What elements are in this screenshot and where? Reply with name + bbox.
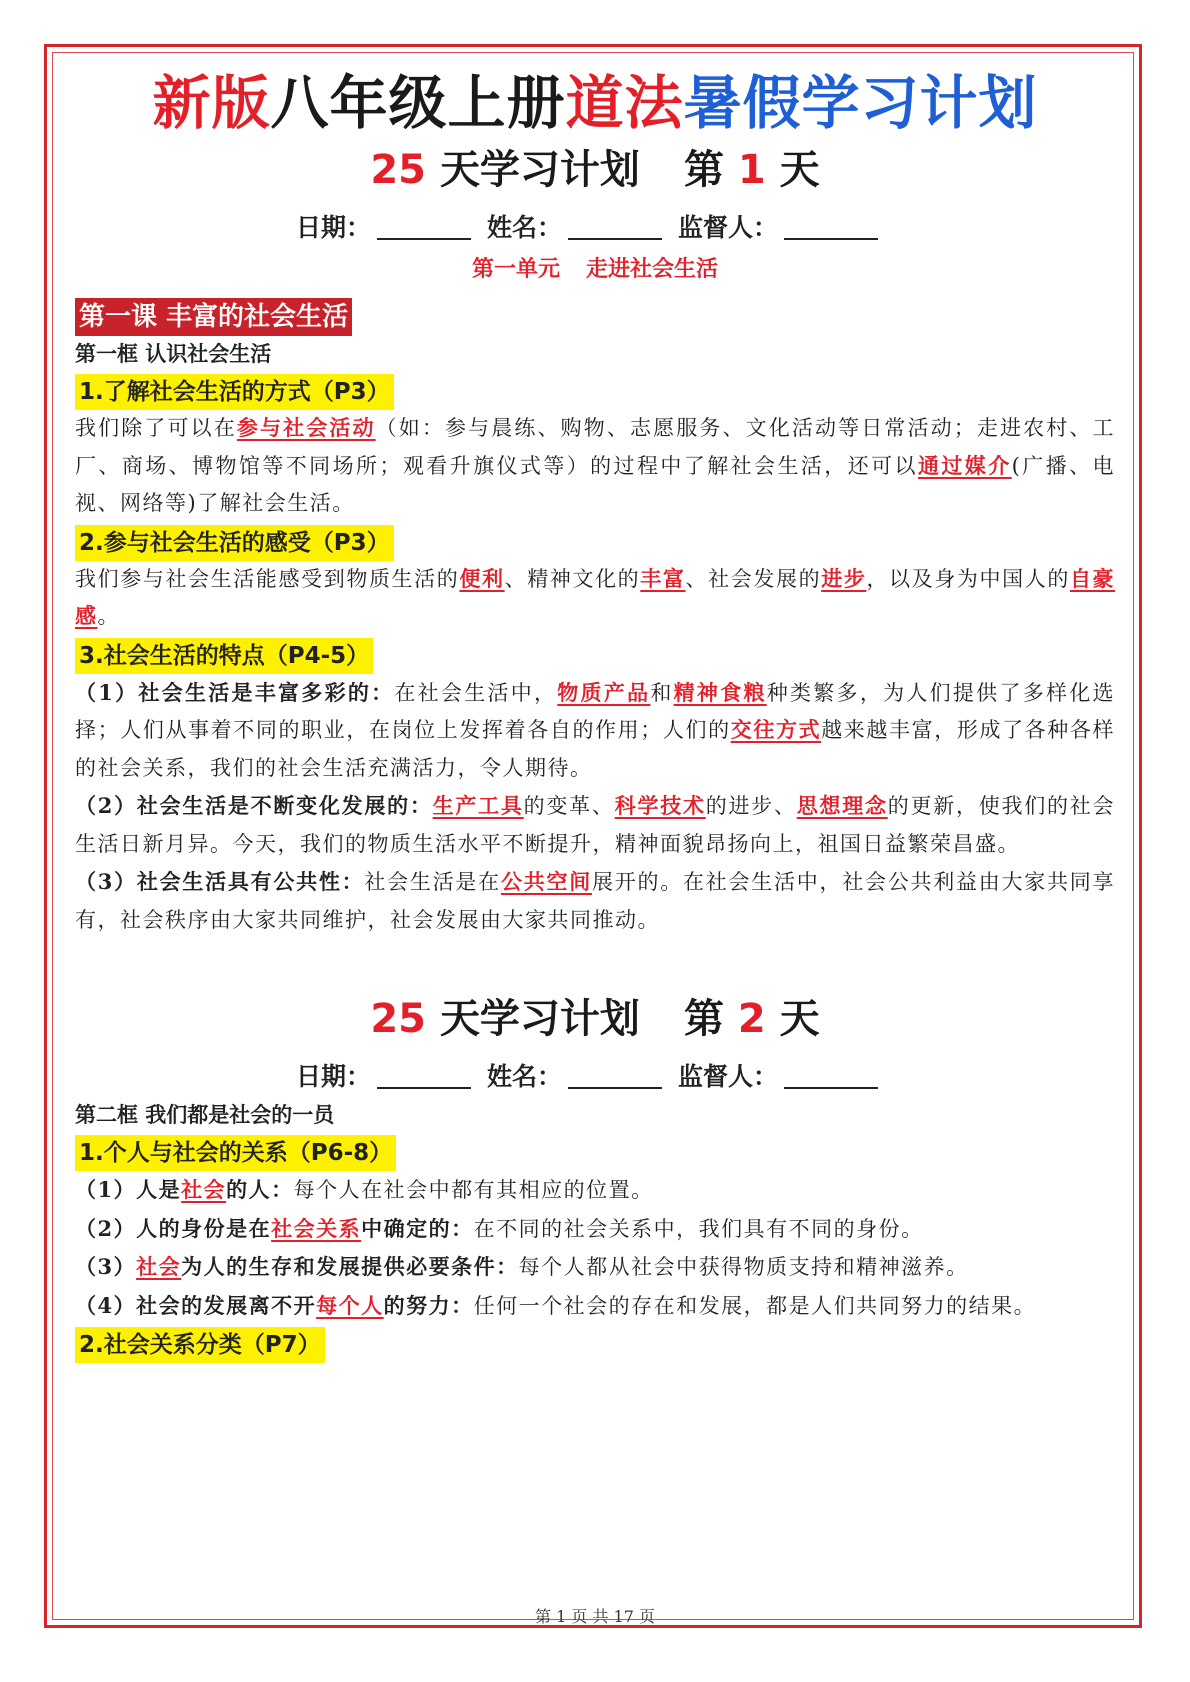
day1-day-suffix: 天 bbox=[779, 147, 820, 193]
text: 任何一个社会的存在和发展，都是人们共同努力的结果。 bbox=[473, 1293, 1037, 1318]
day1-supervisor-label: 监督人： bbox=[678, 213, 779, 242]
page-footer: 第 1 页 共 17 页 bbox=[535, 1607, 655, 1626]
unit-title bbox=[75, 252, 1115, 286]
text: 展开的。在社会生活中，社会公共利益由大家共同享有，社会秩序由大家共同维护，社会发展由大家共同推动。 bbox=[75, 870, 1116, 932]
frame2-title: 第二框 我们都是社会的一员 bbox=[75, 1102, 335, 1127]
unit-label: 第一单元 bbox=[471, 256, 560, 282]
lead: （1）人是 bbox=[75, 1177, 182, 1202]
day1-plan-num: 25 bbox=[370, 147, 426, 193]
day1-title bbox=[75, 142, 1115, 198]
day2-plan-text: 天学习计划 bbox=[439, 996, 640, 1042]
lead: 的努力： bbox=[383, 1292, 474, 1318]
text: 在不同的社会关系中，我们具有不同的身份。 bbox=[473, 1216, 924, 1241]
text: 的更新，使我们的社会生活日新月异。今天，我们的物质生活水平不断提升，精神面貌昂扬向上，祖国日益繁荣昌盛。 bbox=[75, 794, 1116, 856]
day1-day-num: 1 bbox=[737, 147, 766, 193]
para-feature-1 bbox=[75, 674, 1115, 788]
para-relation-1 bbox=[75, 1171, 1115, 1210]
keyword: 思想理念 bbox=[796, 794, 888, 818]
day1-date-blank[interactable] bbox=[377, 218, 471, 240]
section-head-feelings: 2.参与社会生活的感受（P3） bbox=[75, 525, 394, 561]
lead: （3）社会生活具有公共性： bbox=[75, 869, 365, 894]
section-head-ways: 1.了解社会生活的方式（P3） bbox=[75, 374, 394, 410]
keyword: 交往方式 bbox=[730, 718, 822, 742]
day2-name-blank[interactable] bbox=[568, 1067, 662, 1089]
day2-plan-num: 25 bbox=[370, 996, 426, 1042]
day1-day-prefix: 第 bbox=[683, 147, 724, 193]
document-body bbox=[75, 60, 1115, 1363]
para-ways bbox=[75, 410, 1115, 523]
lead: （2）社会生活是不断变化发展的： bbox=[75, 793, 433, 818]
text: 越来越丰富，形成了各种各样的社会关系，我们的社会生活充满活力，令人期待。 bbox=[75, 718, 1116, 780]
keyword: 公共空间 bbox=[500, 870, 592, 894]
keyword: 生产工具 bbox=[432, 794, 524, 818]
para-feature-2 bbox=[75, 787, 1115, 863]
lead: （3） bbox=[75, 1254, 137, 1279]
section-head-features: 3.社会生活的特点（P4-5） bbox=[75, 638, 373, 674]
day2-name-label: 姓名： bbox=[486, 1062, 562, 1091]
para-relation-3 bbox=[75, 1248, 1115, 1287]
text: ，以及身为中国人的 bbox=[866, 566, 1070, 591]
day1-supervisor-blank[interactable] bbox=[784, 218, 878, 240]
text: 每个人在社会中都有其相应的位置。 bbox=[293, 1178, 654, 1202]
para-feature-3 bbox=[75, 863, 1115, 939]
text: 、社会发展的 bbox=[685, 566, 822, 591]
lead: （1）社会生活是丰富多彩的： bbox=[75, 679, 395, 705]
keyword: 社会 bbox=[181, 1178, 227, 1202]
day2-date-blank[interactable] bbox=[377, 1067, 471, 1089]
keyword: 丰富 bbox=[640, 566, 686, 591]
day1-meta-row bbox=[75, 208, 1115, 248]
text: 。 bbox=[97, 604, 120, 628]
title-part-4: 暑假学习计划 bbox=[683, 69, 1038, 137]
text: 每个人都从社会中获得物质支持和精神滋养。 bbox=[518, 1255, 969, 1279]
day1-name-blank[interactable] bbox=[568, 218, 662, 240]
text: (广播、电视、网络等)了解社会生活。 bbox=[75, 453, 1115, 515]
para-feelings bbox=[75, 561, 1115, 636]
day1-name-label: 姓名： bbox=[486, 213, 562, 242]
day2-meta-row bbox=[75, 1057, 1115, 1097]
title-part-2: 八年级上册 bbox=[270, 69, 566, 137]
keyword: 科学技术 bbox=[614, 794, 706, 818]
para-relation-4 bbox=[75, 1287, 1115, 1326]
lead: （4）社会的发展离不开 bbox=[75, 1292, 317, 1318]
keyword: 进步 bbox=[821, 566, 867, 591]
text: 的变革、 bbox=[523, 794, 615, 818]
keyword: 便利 bbox=[459, 566, 505, 591]
frame1-title: 第一框 认识社会生活 bbox=[75, 341, 272, 366]
lead: 的人： bbox=[226, 1177, 294, 1202]
title-part-3: 道法 bbox=[565, 69, 684, 137]
section-head-classification: 2.社会关系分类（P7） bbox=[75, 1327, 325, 1363]
document-title bbox=[75, 64, 1115, 142]
day2-title bbox=[75, 991, 1115, 1047]
text: （如：参与晨练、购物、志愿服务、文化活动等日常活动；走进农村、工厂、商场、博物馆等不同场所；观看升旗仪式等）的过程中了解社会生活，还可以 bbox=[75, 416, 1115, 478]
text: 在社会生活中， bbox=[394, 680, 558, 705]
text: 我们参与社会生活能感受到物质生活的 bbox=[75, 566, 460, 591]
lead: 为人的生存和发展提供必要条件： bbox=[181, 1254, 519, 1279]
keyword: 通过媒介 bbox=[917, 453, 1012, 478]
lesson-title: 第一课 丰富的社会生活 bbox=[75, 298, 352, 336]
para-relation-2 bbox=[75, 1210, 1115, 1249]
day2-day-prefix: 第 bbox=[683, 996, 724, 1042]
text: 我们除了可以在 bbox=[75, 416, 237, 440]
keyword: 社会 bbox=[136, 1255, 182, 1279]
text: 的进步、 bbox=[705, 794, 797, 818]
day2-supervisor-label: 监督人： bbox=[678, 1062, 779, 1091]
title-part-1: 新版 bbox=[152, 69, 271, 137]
text: 、精神文化的 bbox=[504, 566, 641, 591]
text: 和 bbox=[650, 680, 674, 705]
day2-day-suffix: 天 bbox=[779, 996, 820, 1042]
section-head-relation: 1.个人与社会的关系（P6-8） bbox=[75, 1135, 396, 1171]
day1-date-label: 日期： bbox=[295, 213, 371, 242]
keyword: 每个人 bbox=[316, 1293, 384, 1318]
day2-date-label: 日期： bbox=[295, 1062, 371, 1091]
keyword: 社会关系 bbox=[271, 1216, 362, 1241]
keyword: 精神食粮 bbox=[673, 680, 767, 705]
day2-day-num: 2 bbox=[737, 996, 766, 1042]
text: 社会生活是在 bbox=[364, 870, 501, 894]
keyword: 参与社会活动 bbox=[236, 416, 376, 440]
keyword: 物质产品 bbox=[557, 680, 651, 705]
unit-name: 走进社会生活 bbox=[586, 256, 719, 282]
keyword: 自豪感 bbox=[75, 566, 1116, 628]
text: 种类繁多，为人们提供了多样化选择；人们从事着不同的职业，在岗位上发挥着各自的作用；人们的 bbox=[75, 680, 1116, 742]
lead: （2）人的身份是在 bbox=[75, 1215, 272, 1241]
lead: 中确定的： bbox=[361, 1215, 474, 1241]
day2-supervisor-blank[interactable] bbox=[784, 1067, 878, 1089]
day1-plan-text: 天学习计划 bbox=[439, 147, 640, 193]
